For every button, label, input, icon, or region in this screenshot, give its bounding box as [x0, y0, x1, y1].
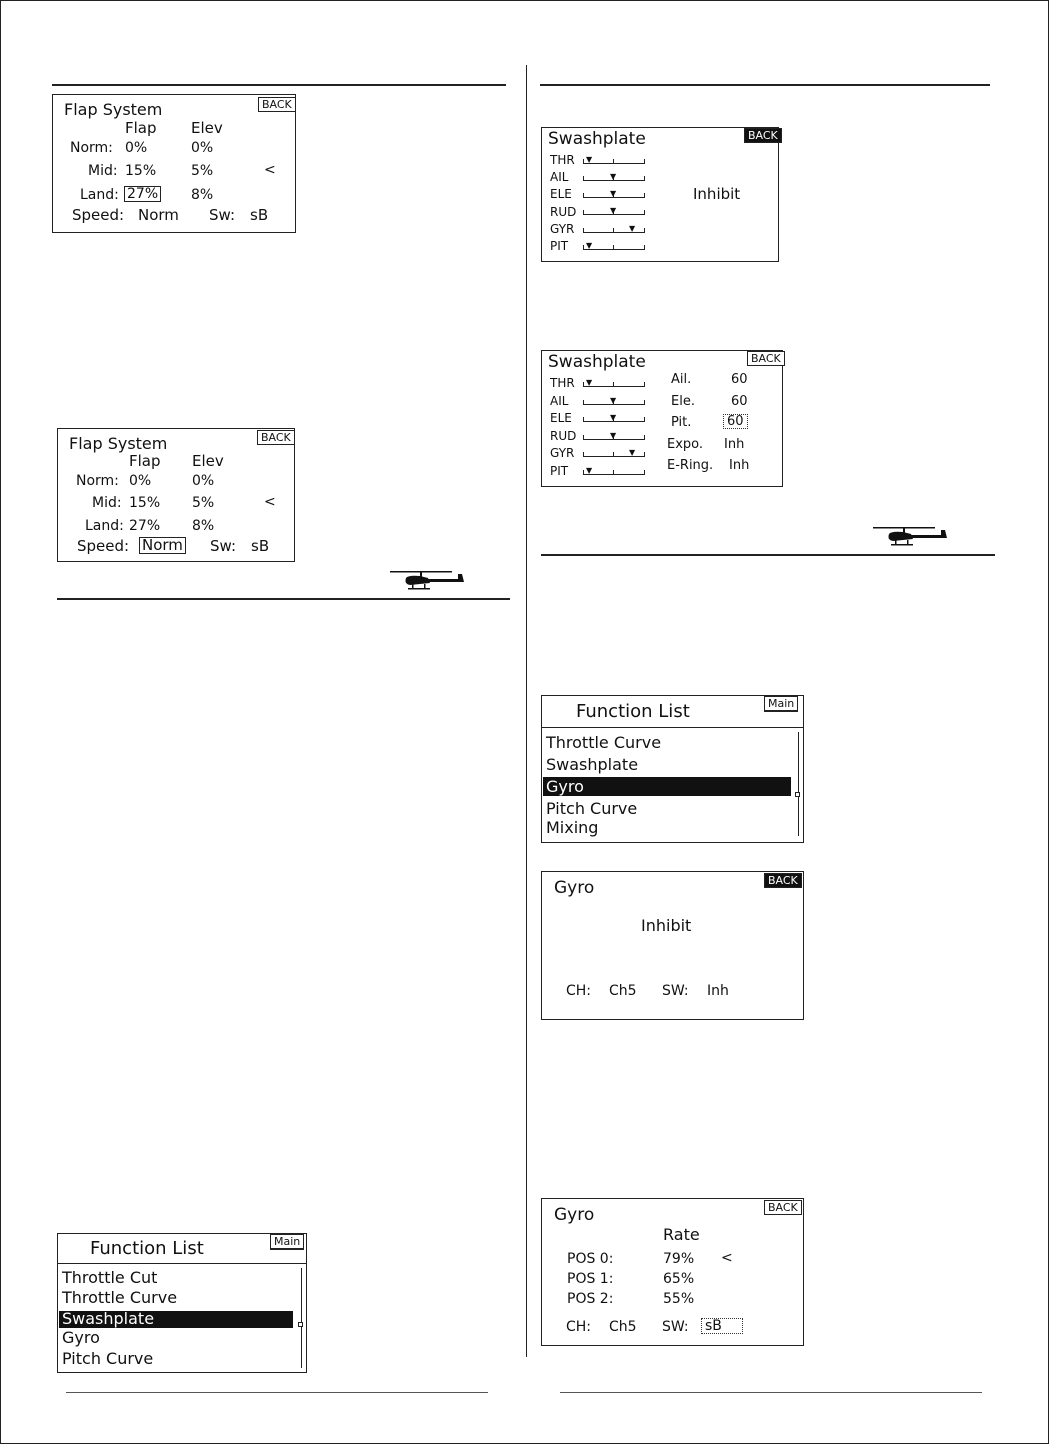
back-button[interactable]: BACK	[764, 873, 802, 888]
back-button[interactable]: BACK	[747, 351, 785, 366]
channel-slider	[583, 172, 645, 181]
flap-system-screen	[57, 428, 295, 562]
slider-marker-icon: ▼	[610, 206, 617, 215]
slider-marker-icon: ▼	[586, 466, 593, 475]
norm-label: Norm:	[70, 140, 113, 156]
norm-elev-value[interactable]: 0%	[192, 473, 215, 489]
back-button[interactable]: BACK	[744, 128, 782, 143]
screen-title: Gyro	[554, 1205, 595, 1225]
screen-title: Gyro	[554, 878, 595, 898]
switch-label: SW:	[662, 1319, 689, 1335]
column-header-flap: Flap	[129, 452, 161, 470]
gyro-screen	[541, 1198, 804, 1346]
channel-slider	[583, 431, 645, 440]
slider-marker-icon: ▼	[586, 155, 593, 164]
ail-label: Ail.	[671, 372, 692, 387]
mid-label: Mid:	[92, 495, 122, 511]
land-elev-value[interactable]: 8%	[191, 187, 214, 203]
position-indicator-arrow: <	[264, 494, 276, 510]
channel-slider	[583, 224, 645, 233]
pos0-rate-value[interactable]: 79%	[663, 1251, 695, 1267]
gyro-screen	[541, 871, 804, 1020]
position-indicator-arrow: <	[264, 162, 276, 178]
channel-slider	[583, 206, 645, 215]
screen-title: Flap System	[64, 100, 163, 119]
channel-label: ELE	[550, 187, 572, 201]
channel-slider	[583, 413, 645, 422]
channel-slider	[583, 189, 645, 198]
main-button[interactable]: Main	[764, 696, 798, 712]
ering-label: E-Ring.	[667, 458, 714, 473]
main-button[interactable]: Main	[270, 1234, 304, 1250]
scrollbar[interactable]	[301, 1268, 302, 1368]
switch-label: Sw:	[210, 537, 237, 555]
pos1-rate-value[interactable]: 65%	[663, 1271, 695, 1287]
switch-label: Sw:	[209, 206, 236, 224]
screen-title: Function List	[576, 701, 690, 722]
norm-label: Norm:	[76, 473, 119, 489]
ail-value[interactable]: 60	[731, 372, 748, 387]
rate-header: Rate	[663, 1225, 700, 1244]
mid-flap-value[interactable]: 15%	[129, 495, 161, 511]
function-list-screen	[541, 695, 804, 843]
status-text: Inhibit	[641, 916, 692, 935]
switch-label: SW:	[662, 983, 689, 999]
pos0-label: POS 0:	[567, 1251, 614, 1267]
menu-item-selected[interactable]: Gyro	[546, 777, 584, 796]
column-header-flap: Flap	[125, 119, 157, 137]
channel-value[interactable]: Ch5	[609, 983, 637, 999]
screen-title: Swashplate	[548, 352, 646, 372]
norm-flap-value[interactable]: 0%	[125, 140, 148, 156]
slider-marker-icon: ▼	[586, 241, 593, 250]
screen-title: Swashplate	[548, 129, 646, 149]
switch-value[interactable]: sB	[251, 537, 270, 555]
channel-label: RUD	[550, 429, 577, 443]
mid-elev-value[interactable]: 5%	[192, 495, 215, 511]
switch-value[interactable]: Inh	[707, 983, 729, 999]
channel-label: THR	[550, 376, 575, 390]
land-label: Land:	[80, 187, 119, 203]
helicopter-icon	[388, 568, 468, 594]
channel-slider	[583, 378, 645, 387]
scrollbar-thumb[interactable]	[298, 1322, 303, 1327]
channel-label: ELE	[550, 411, 572, 425]
slider-marker-icon: ▼	[610, 431, 617, 440]
menu-item[interactable]: Throttle Cut	[62, 1268, 158, 1287]
channel-label: PIT	[550, 464, 569, 478]
pos1-label: POS 1:	[567, 1271, 614, 1287]
column-header-elev: Elev	[191, 119, 223, 137]
channel-slider	[583, 396, 645, 405]
channel-label: GYR	[550, 222, 575, 236]
speed-value[interactable]: Norm	[139, 537, 186, 554]
back-button[interactable]: BACK	[764, 1200, 802, 1215]
swashplate-screen	[541, 350, 783, 487]
norm-elev-value[interactable]: 0%	[191, 140, 214, 156]
status-text: Inhibit	[693, 185, 741, 203]
expo-value[interactable]: Inh	[724, 437, 745, 452]
channel-label: RUD	[550, 205, 577, 219]
pos2-label: POS 2:	[567, 1291, 614, 1307]
speed-label: Speed:	[77, 537, 130, 555]
pit-value[interactable]: 60	[723, 414, 748, 429]
menu-item[interactable]: Pitch Curve	[546, 799, 638, 818]
back-button[interactable]: BACK	[257, 430, 295, 445]
mid-elev-value[interactable]: 5%	[191, 163, 214, 179]
channel-slider	[583, 241, 645, 250]
left-footer-rule	[66, 1392, 488, 1393]
land-label: Land:	[85, 518, 124, 534]
pit-label: Pit.	[671, 415, 692, 430]
ele-label: Ele.	[671, 394, 695, 409]
menu-item[interactable]: Pitch Curve	[62, 1349, 154, 1368]
screen-title: Flap System	[69, 434, 168, 453]
column-divider	[526, 65, 527, 1357]
left-top-rule	[52, 84, 506, 86]
switch-value[interactable]: sB	[701, 1318, 743, 1334]
position-indicator-arrow: <	[721, 1250, 733, 1266]
function-list-screen	[57, 1233, 307, 1373]
channel-label: AIL	[550, 394, 569, 408]
menu-item[interactable]: Swashplate	[546, 755, 639, 774]
channel-label: THR	[550, 153, 575, 167]
scrollbar-thumb[interactable]	[795, 792, 800, 797]
channel-label: AIL	[550, 170, 569, 184]
column-header-elev: Elev	[192, 452, 224, 470]
back-button[interactable]: BACK	[258, 97, 296, 112]
menu-item[interactable]: Mixing	[546, 818, 599, 837]
flap-system-screen	[52, 94, 296, 233]
scrollbar[interactable]	[798, 732, 799, 836]
slider-marker-icon: ▼	[610, 413, 617, 422]
slider-marker-icon: ▼	[610, 172, 617, 181]
menu-item[interactable]: Throttle Curve	[546, 733, 662, 752]
left-section-rule	[57, 598, 510, 600]
title-divider	[542, 727, 803, 728]
slider-marker-icon: ▼	[586, 378, 593, 387]
right-footer-rule	[560, 1392, 982, 1393]
mid-flap-value[interactable]: 15%	[125, 163, 157, 179]
slider-marker-icon: ▼	[629, 224, 636, 233]
channel-value[interactable]: Ch5	[609, 1319, 637, 1335]
channel-label: PIT	[550, 239, 569, 253]
swashplate-screen	[541, 127, 779, 262]
channel-slider	[583, 448, 645, 457]
right-section-rule	[541, 554, 995, 556]
mid-label: Mid:	[88, 163, 118, 179]
title-divider	[58, 1263, 306, 1264]
right-top-rule	[540, 84, 990, 86]
land-elev-value[interactable]: 8%	[192, 518, 215, 534]
menu-item-selected[interactable]: Swashplate	[62, 1309, 155, 1328]
speed-label: Speed:	[72, 206, 125, 224]
speed-value[interactable]: Norm	[138, 206, 179, 224]
slider-marker-icon: ▼	[610, 189, 617, 198]
land-flap-value[interactable]: 27%	[129, 518, 161, 534]
menu-item[interactable]: Throttle Curve	[62, 1288, 178, 1307]
expo-label: Expo.	[667, 437, 704, 452]
ering-value[interactable]: Inh	[729, 458, 750, 473]
helicopter-icon	[871, 524, 951, 550]
ele-value[interactable]: 60	[731, 394, 748, 409]
slider-marker-icon: ▼	[610, 396, 617, 405]
channel-label: GYR	[550, 446, 575, 460]
channel-slider	[583, 466, 645, 475]
pos2-rate-value[interactable]: 55%	[663, 1291, 695, 1307]
slider-marker-icon: ▼	[629, 448, 636, 457]
switch-value[interactable]: sB	[250, 206, 269, 224]
menu-item[interactable]: Gyro	[62, 1328, 100, 1347]
channel-label: CH:	[566, 1319, 592, 1335]
channel-slider	[583, 155, 645, 164]
norm-flap-value[interactable]: 0%	[129, 473, 152, 489]
land-flap-value[interactable]: 27%	[124, 186, 161, 202]
screen-title: Function List	[90, 1238, 204, 1259]
channel-label: CH:	[566, 983, 592, 999]
